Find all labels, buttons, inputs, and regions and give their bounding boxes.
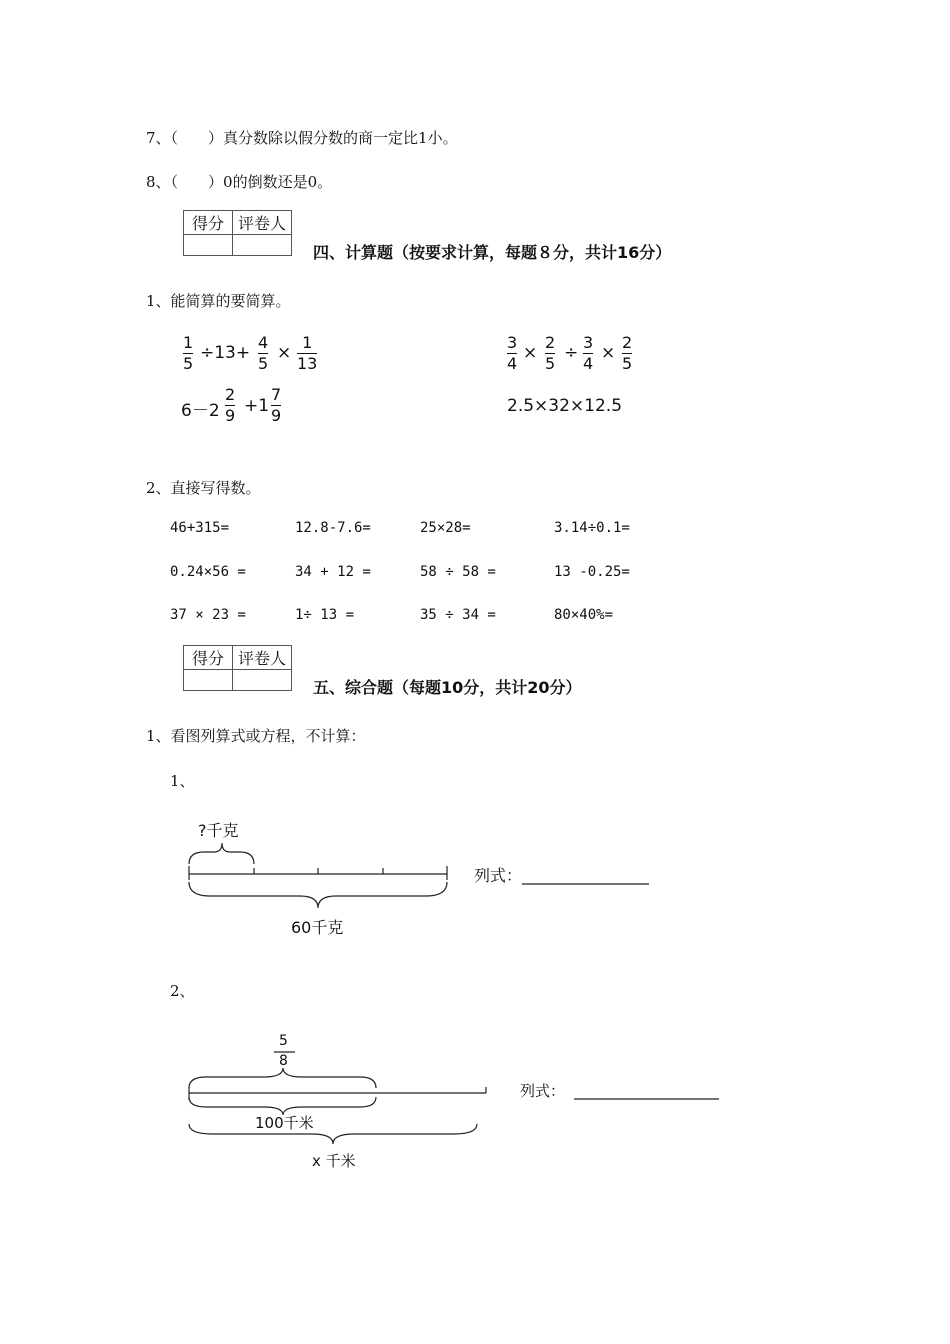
calc-cell: 46+315= xyxy=(170,520,230,536)
fraction-numerator: 5 xyxy=(279,1033,288,1049)
sub-question-number: 1、 xyxy=(170,772,195,790)
section-4-q2-label: 2、直接写得数。 xyxy=(146,479,261,497)
grader-header: 评卷人 xyxy=(233,211,292,235)
calc-cell: 34 + 12 = xyxy=(295,564,371,580)
calc-cell: 1÷ 13 = xyxy=(295,607,355,623)
section-4-q1-label: 1、能简算的要简算。 xyxy=(146,292,291,310)
calc-cell: 80×40%= xyxy=(554,607,614,623)
fraction: 1 5 xyxy=(183,333,194,373)
formula-label: 列式： xyxy=(474,866,523,885)
calc-cell: 37 × 23 = xyxy=(170,607,246,623)
operator: ÷13+ xyxy=(200,343,251,363)
score-header: 得分 xyxy=(184,646,233,670)
grader-header: 评卷人 xyxy=(233,646,292,670)
fraction: 1 13 xyxy=(297,333,318,373)
total-weight-label: 60千克 xyxy=(291,918,344,937)
fraction-denominator: 8 xyxy=(279,1053,288,1069)
unknown-weight-label: ?千克 xyxy=(198,821,239,840)
calc-cell: 35 ÷ 34 = xyxy=(420,607,496,623)
bottom-brace xyxy=(189,1124,477,1144)
calc-cell: 3.14÷0.1= xyxy=(554,520,630,536)
partial-distance-label: 100千米 xyxy=(255,1114,314,1132)
score-header: 得分 xyxy=(184,211,233,235)
fraction: 2 9 xyxy=(225,385,236,425)
tf-item-number: 8、（ ） xyxy=(146,173,224,191)
section-5-title: 五、综合题（每题10分，共计20分） xyxy=(313,678,582,697)
formula-label: 列式： xyxy=(520,1082,566,1100)
operator: ÷ xyxy=(564,343,579,363)
fraction: 3 4 xyxy=(507,333,518,373)
expression-4: 2.5×32×12.5 xyxy=(507,396,623,416)
answer-field[interactable] xyxy=(574,1076,719,1099)
fraction: 7 9 xyxy=(271,385,282,425)
calc-cell: 13 -0.25= xyxy=(554,564,630,580)
total-distance-label: x 千米 xyxy=(312,1152,356,1170)
calc-cell: 25×28= xyxy=(420,520,471,536)
fraction: 2 5 xyxy=(622,333,633,373)
tf-item-text: 0的倒数还是0。 xyxy=(223,173,333,191)
tf-item-number: 7、（ ） xyxy=(146,129,224,147)
operator: × xyxy=(601,343,616,363)
calc-cell: 58 ÷ 58 = xyxy=(420,564,496,580)
tf-item-text: 真分数除以假分数的商一定比1小。 xyxy=(223,129,458,147)
calc-cell: 0.24×56 = xyxy=(170,564,246,580)
fraction: 3 4 xyxy=(583,333,594,373)
operator: × xyxy=(523,343,538,363)
operator: +1 xyxy=(244,396,270,416)
sub-question-number: 2、 xyxy=(170,982,195,1000)
operator: × xyxy=(277,343,292,363)
calc-cell: 12.8-7.6= xyxy=(295,520,371,536)
fraction: 2 5 xyxy=(545,333,556,373)
operand: 6－2 xyxy=(181,401,220,421)
section-5-q1-label: 1、看图列算式或方程，不计算： xyxy=(146,727,366,745)
fraction: 4 5 xyxy=(258,333,269,373)
section-4-title: 四、计算题（按要求计算，每题８分，共计16分） xyxy=(313,243,672,262)
top-brace xyxy=(189,1068,376,1088)
